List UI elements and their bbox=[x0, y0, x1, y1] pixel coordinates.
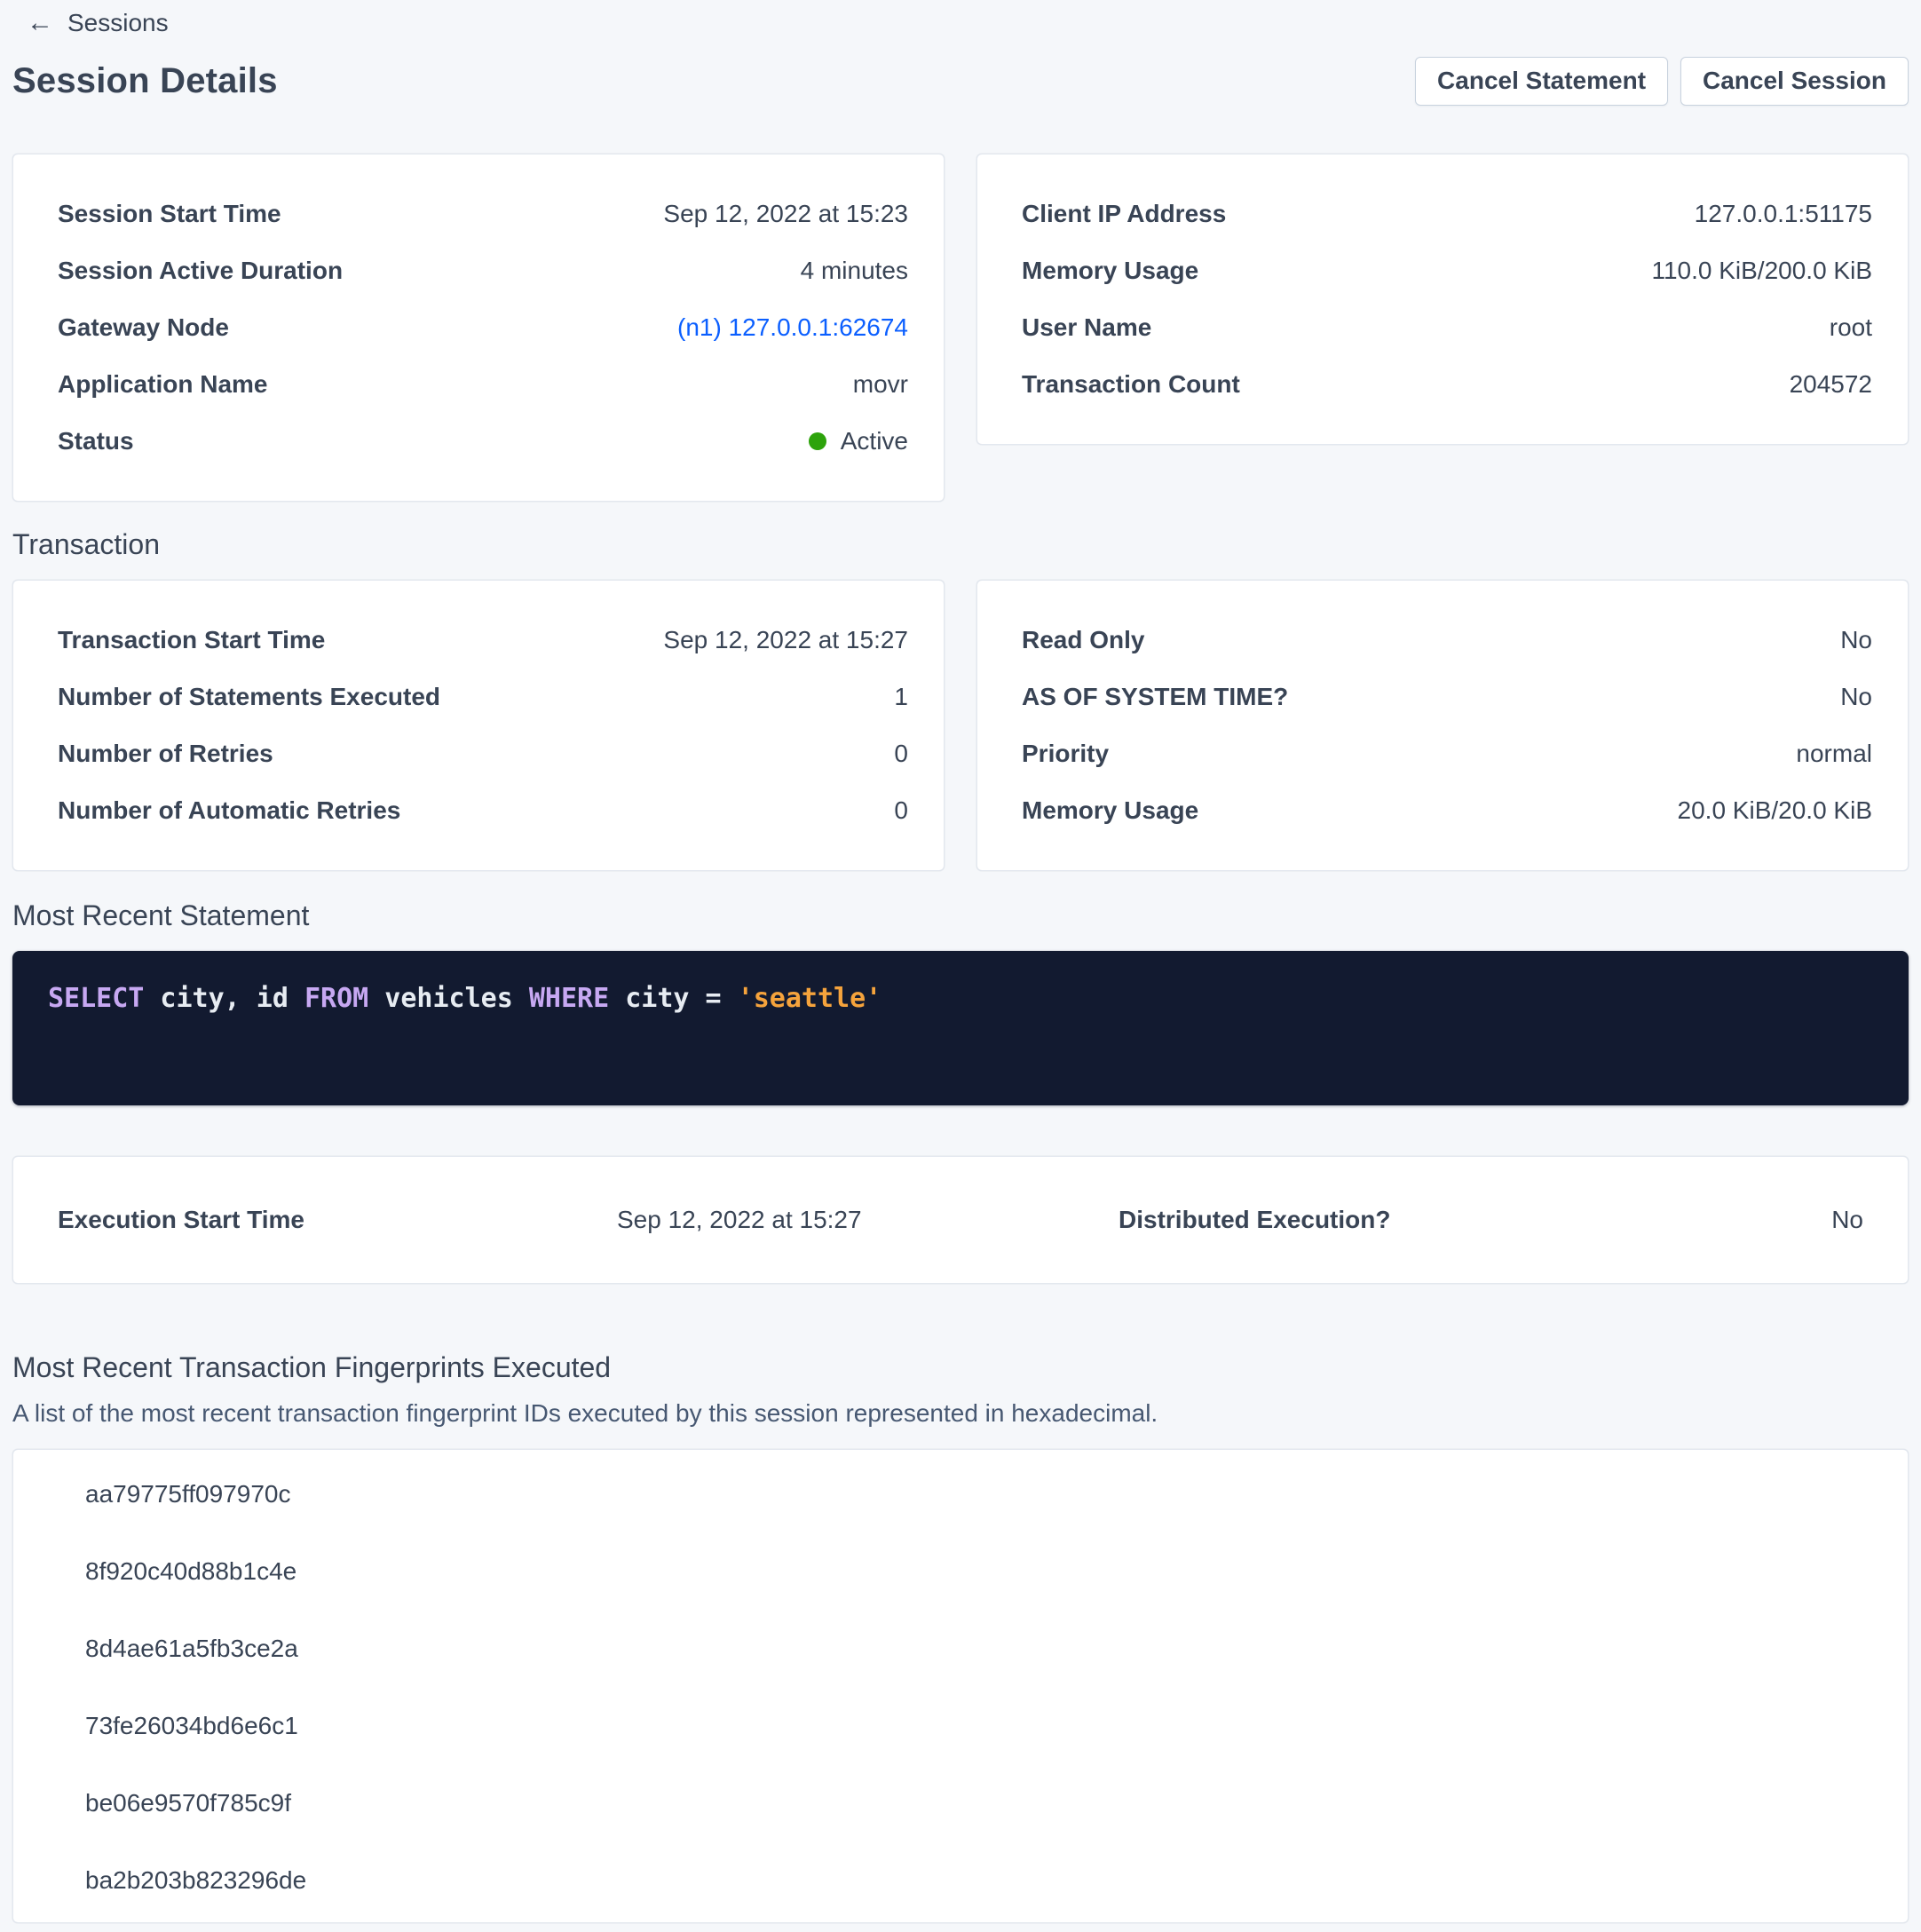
fingerprints-card bbox=[12, 1449, 1909, 1923]
detail-value: normal bbox=[1796, 740, 1872, 767]
back-link-label: Sessions bbox=[67, 9, 169, 36]
detail-label: Session Start Time bbox=[58, 200, 281, 227]
session-summary-cards bbox=[12, 154, 1909, 502]
page-title: Session Details bbox=[12, 60, 278, 100]
detail-value: No bbox=[1840, 626, 1872, 653]
detail-label: Status bbox=[58, 427, 134, 455]
distributed-execution-label: Distributed Execution? bbox=[1119, 1206, 1391, 1233]
detail-value: 127.0.0.1:51175 bbox=[1694, 200, 1872, 227]
detail-label: Number of Retries bbox=[58, 740, 273, 767]
detail-label: Session Active Duration bbox=[58, 257, 344, 284]
sql-keyword: WHERE bbox=[528, 983, 610, 1014]
detail-value: 0 bbox=[894, 740, 908, 767]
detail-value: 1 bbox=[894, 683, 908, 710]
detail-row bbox=[58, 413, 908, 470]
sql-keyword: SELECT bbox=[48, 983, 145, 1014]
detail-value: 20.0 KiB/20.0 KiB bbox=[1677, 796, 1872, 824]
detail-value: Sep 12, 2022 at 15:23 bbox=[663, 200, 908, 227]
fingerprint-item: be06e9570f785c9f bbox=[85, 1788, 291, 1817]
detail-value: Sep 12, 2022 at 15:27 bbox=[663, 626, 908, 653]
session-card-left bbox=[12, 154, 945, 502]
detail-row bbox=[58, 725, 908, 782]
detail-label: Memory Usage bbox=[1022, 257, 1199, 284]
detail-row bbox=[58, 782, 908, 839]
detail-row bbox=[1022, 669, 1872, 725]
detail-row bbox=[1022, 725, 1872, 782]
execution-summary-card bbox=[12, 1156, 1909, 1284]
detail-row bbox=[1022, 782, 1872, 839]
gateway-node-link[interactable]: (n1) 127.0.0.1:62674 bbox=[677, 313, 908, 341]
fingerprints-section-heading: Most Recent Transaction Fingerprints Executed bbox=[12, 1351, 612, 1383]
detail-label: Application Name bbox=[58, 370, 268, 398]
detail-row bbox=[1022, 299, 1872, 356]
page-header bbox=[12, 50, 1909, 112]
detail-row bbox=[58, 612, 908, 669]
detail-row bbox=[1022, 186, 1872, 242]
sql-statement-box bbox=[12, 951, 1909, 1105]
detail-row bbox=[1022, 612, 1872, 669]
back-arrow-icon: ← bbox=[27, 8, 53, 37]
detail-value: 110.0 KiB/200.0 KiB bbox=[1651, 257, 1872, 284]
transaction-card-right bbox=[976, 580, 1909, 871]
transaction-cards bbox=[12, 580, 1909, 871]
detail-label: Memory Usage bbox=[1022, 796, 1199, 824]
detail-label: Read Only bbox=[1022, 626, 1145, 653]
status-text: Active bbox=[840, 427, 908, 455]
detail-row bbox=[58, 242, 908, 299]
sql-keyword: FROM bbox=[304, 983, 369, 1014]
detail-value: movr bbox=[852, 370, 908, 398]
detail-label: Client IP Address bbox=[1022, 200, 1227, 227]
transaction-section-heading: Transaction bbox=[12, 528, 160, 560]
detail-label: Number of Statements Executed bbox=[58, 683, 440, 710]
detail-label: User Name bbox=[1022, 313, 1152, 341]
fingerprint-item: 73fe26034bd6e6c1 bbox=[85, 1711, 298, 1739]
back-to-sessions-link[interactable] bbox=[27, 9, 169, 37]
detail-label: Transaction Start Time bbox=[58, 626, 326, 653]
fingerprint-item: 8d4ae61a5fb3ce2a bbox=[85, 1634, 298, 1662]
detail-row bbox=[58, 356, 908, 413]
detail-value: root bbox=[1829, 313, 1872, 341]
detail-value: 0 bbox=[894, 796, 908, 824]
detail-row bbox=[1022, 242, 1872, 299]
fingerprint-item: 8f920c40d88b1c4e bbox=[85, 1556, 297, 1585]
header-actions bbox=[1415, 57, 1909, 106]
breadcrumb bbox=[12, 5, 1909, 41]
detail-value: 204572 bbox=[1789, 370, 1872, 398]
distributed-execution-value: No bbox=[1831, 1206, 1863, 1233]
cancel-statement-button[interactable]: Cancel Statement bbox=[1415, 57, 1668, 106]
sql-text: city = bbox=[609, 983, 738, 1014]
detail-label: Priority bbox=[1022, 740, 1110, 767]
sql-text: city, id bbox=[144, 983, 304, 1014]
most-recent-statement-heading: Most Recent Statement bbox=[12, 899, 310, 931]
detail-value: No bbox=[1840, 683, 1872, 710]
detail-row bbox=[58, 299, 908, 356]
detail-value: 4 minutes bbox=[800, 257, 908, 284]
cancel-session-button[interactable]: Cancel Session bbox=[1680, 57, 1909, 106]
detail-row bbox=[1022, 356, 1872, 413]
execution-start-time-value: Sep 12, 2022 at 15:27 bbox=[617, 1206, 862, 1233]
detail-row bbox=[58, 186, 908, 242]
detail-label: Transaction Count bbox=[1022, 370, 1240, 398]
execution-start-time-label: Execution Start Time bbox=[58, 1206, 305, 1233]
sql-string-literal: 'seattle' bbox=[737, 983, 882, 1014]
sql-statement bbox=[48, 981, 1873, 1017]
status-active-dot-icon bbox=[809, 432, 826, 450]
status-badge bbox=[809, 427, 908, 455]
transaction-card-left bbox=[12, 580, 945, 871]
session-card-right bbox=[976, 154, 1909, 445]
fingerprints-description: A list of the most recent transaction fingerprint IDs executed by this session represented in hexadecimal. bbox=[12, 1399, 1158, 1427]
detail-row bbox=[58, 669, 908, 725]
sql-text: vehicles bbox=[368, 983, 529, 1014]
fingerprint-item: aa79775ff097970c bbox=[85, 1479, 291, 1508]
detail-label: Number of Automatic Retries bbox=[58, 796, 401, 824]
detail-label: Gateway Node bbox=[58, 313, 229, 341]
detail-label: AS OF SYSTEM TIME? bbox=[1022, 683, 1289, 710]
fingerprint-item: ba2b203b823296de bbox=[85, 1865, 307, 1894]
